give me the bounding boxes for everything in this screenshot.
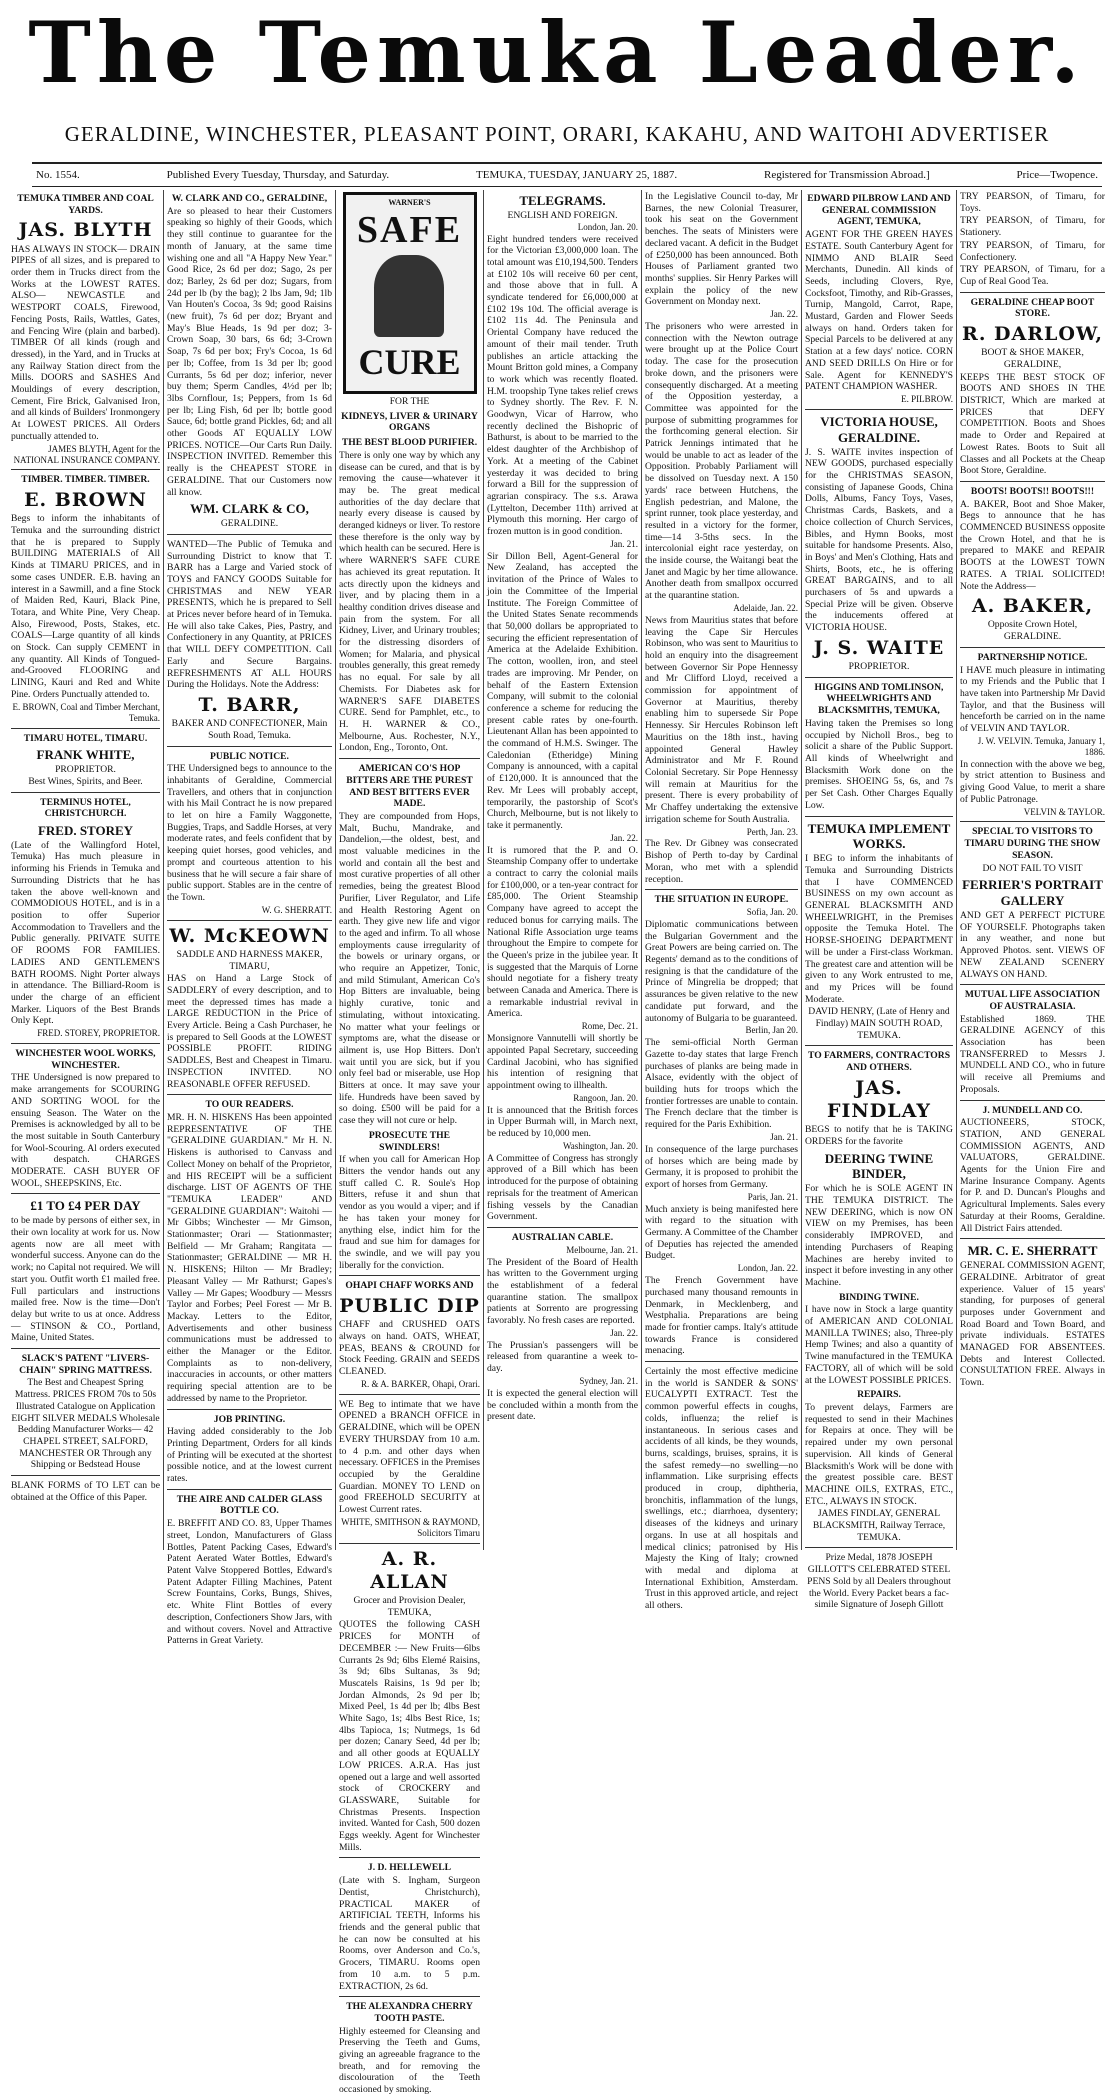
ad-signature: W. G. SHERRATT. (261, 904, 332, 915)
ad-body: TRY PEARSON, of Timaru, for Stationery. (960, 215, 1105, 239)
divider (11, 1193, 160, 1194)
news-dateline: Jan. 22. (610, 1327, 638, 1338)
masthead (0, 0, 1114, 118)
ad-body: Having taken the Premises so long occupied by Nicholl Bros., beg to solicit a share of the Public Support. All kinds of Wheelwright and Blacksmith Work done on the premises. SHOEING 5s, 6s, and 7s per Set Cash. Other Charges Equally Low. (805, 717, 953, 811)
price: Price—Twopence. (1016, 169, 1098, 181)
news-dateline: Sydney, Jan. 21. (579, 1375, 638, 1386)
divider (805, 816, 953, 817)
safe-cure-illustration (343, 192, 477, 394)
divider (960, 1100, 1105, 1101)
section-heading: THE SITUATION IN EUROPE. (654, 894, 789, 906)
news-body: In the Legislative Council to-day, Mr Barnes, the new Colonial Treasurer, took his seat on the Government benches. The seats of Ministers were declared vacant. A deficit in the Budget of £250,000 has been announced. Both Houses of Parliament granted two months' supplies. Sir Henry Parkes will explain the policy of the new Government on Monday next. (645, 191, 798, 308)
ad-signature: JAMES BLYTH, Agent for the NATIONAL INSURANCE COMPANY. (13, 443, 160, 465)
news-dateline: London, Jan. 20. (577, 221, 638, 232)
divider (960, 647, 1105, 648)
ad-heading: KIDNEYS, LIVER & URINARY ORGANS (341, 410, 478, 434)
ad-body: They are compounded from Hops, Malt, Buchu, Mandrake, and Dandelion,—the oldest, best, and most valuable medicines in the world and contain all the best and most curative properties of all other remedies, being the greatest Blood Purifier, Liver Regulator, and Life and Health Restoring Agent on earth. They give new life and vigor to the aged and infirm. To all whose employments cause irregularity of the bowels or urinary organs, or who require an Appetizer, Tonic, and mild Stimulant, American Co's Hop Bitters are invaluable, being highly curative, tonic and stimulating, without intoxicating. No matter what your feelings or symptoms are, what the disease or ailment is, use Hop Bitters. Don't wait until you are sick, but if you only feel bad or miserable, use Hop Bitters at once. It may save your life. Hundreds have been saved by so doing. £500 will be paid for a case they will not cure or help. (339, 810, 480, 1127)
news-body: Eight hundred tenders were received for the Victorian £3,000,000 loan. The total amount was £10,194,500. Tenders at £102 10s will receive 60 per cent, and those above that in full. A syndicate tendered for £6,000,000 at £102 19s 10d. The official average is £102 11s 4d. The Peninsula and Oriental Company have reduced the amount of their mail tender. Truth publishes an article attacking the Mount Britton gold mines, a Company to work which was recently floated. H.M. troopship Tyne takes relief crews to Sydney shortly. The Rev. F. N. Goodwyn, Vicar of Harrow, who recently declined the Bishopric of Bathurst, is about to be married to the eldest daughter of the Archbishop of York. At a meeting of the Cabinet yesterday it was decided to bring forward a Bill for the suppression of agrarian conspiracy. The s.s. Arawa (Lyttelton, December 11th) arrived at Plymouth this morning. Her cargo of frozen mutton is in good condition. (487, 233, 638, 538)
divider (339, 1857, 480, 1858)
ad-name: PUBLIC DIP (339, 1295, 480, 1318)
ad-body: (Late with S. Ingham, Surgeon Dentist, Christchurch), PRACTICAL MAKER of ARTIFICIAL TEETH, Informs his friends and the general public that he can now be consulted at his Rooms, over Anderson and Co.'s, Grocers, TIMARU. Rooms open from 10 a.m. to 5 p.m. EXTRACTION, 2s 6d. (339, 1875, 480, 1992)
ad-body: If when you call for American Hop Bitters the vendor hands out any stuff called C. R. Soule's Hop Bitters, refuse it and shun that vendor as you would a viper; and if he has taken your money for anything else, indict him for the fraud and sue him for damages for the swindle, and we will pay you liberally for the conviction. (339, 1154, 480, 1271)
ad-signature: FRED. STOREY, PROPRIETOR. (37, 1028, 160, 1039)
ad-body: AND GET A PERFECT PICTURE OF YOURSELF. Photographs taken in any weather, and none but Approved Photos. sent. VIEWS OF NEW ZEALAND SCENERY ALWAYS ON HAND. (960, 910, 1105, 980)
ad-subtitle: Opposite Crown Hotel, GERALDINE. (987, 619, 1078, 643)
ad-body: E. BREFFIT AND CO. 83, Upper Thames street, London, Manufacturers of Glass Bottles, Patent Packing Cases, Edward's Patent Aerated Water Bottles, Edward's Patent Valve Stoppered Bottles, Edward's Patent Adapter Filling Machines, Patent Screw Fountains, Corks, Bungs, Shives, etc. White Flint Bottles of every description, Confectioners Show Jars, with and without covers. Novel and Attractive Patterns in Great Variety. (167, 1518, 332, 1647)
divider (960, 984, 1105, 985)
divider (339, 758, 480, 759)
ad-body: to be made by persons of either sex, in their own locality at work for us. Now agents now are all meet with wonderful success. Anyone can do the work; no Capital not required. We will start you. Outfit worth £1 mailed free. Full particulars and instructions mailed free. Now is the time—Don't delay but write to us at once. Address— STINSON & CO., Portland, Maine, United States. (11, 1215, 160, 1344)
ad-body: Prize Medal, 1878 JOSEPH GILLOTT'S CELEBRATED STEEL PENS Sold by all Dealers throughout the World. Every Packet bears a fac-simile Signature of Joseph Gillott (807, 1552, 951, 1611)
news-body: It is rumored that the P. and O. Steamship Company offer to undertake a contract to carry the colonial mails for £100,000, or a ten-year contract for £85,000. The Orient Steamship Company have agreed to accept the reduced bonus for carrying mails. The National Rifle Association urge teams throughout the Empire to compete for the Queen's prize in the jubilee year. It is suggested that the Marquis of Lorne should negotiate for a fishery treaty between Canada and America. There is a remarkable industrial revival in America. (487, 844, 638, 1020)
ad-heading: OHAPI CHAFF WORKS AND (345, 1280, 474, 1292)
ad-body: GENERAL COMMISSION AGENT, GERALDINE. Arbitrator of great experience. Valuer of 15 years' standing, for purposes of general purposes under Government and Road Board and Town Board, and private individuals. ESTATES MANAGED FOR ABSENTEES. Debts and Interest Collected. CONSULTATION FREE. Always in Town. (960, 1260, 1105, 1389)
ad-body: Having added considerably to the Job Printing Department, Orders for all kinds of Printing will be executed at the shortest possible notice, and at the lowest current rates. (167, 1426, 332, 1485)
ad-body: WANTED—The Public of Temuka and Surrounding District to know that T. BARR has a Large and Varied stock of TOYS and FANCY GOODS Suitable for CHRISTMAS and NEW YEAR PRESENTS, which he is prepared to Sell at Prices never before heard of in Temuka. He will also take Cakes, Pies, Pastry, and Confectionery in any Quantity, at PRICES that WILL DEFY COMPETITION. Call Early and Secure Bargains. REFRESHMENTS AT ALL HOURS During the Holidays. Note the Address: (167, 538, 332, 691)
news-body: It is announced that the British forces in Upper Burmah will, in March next, be reduced by 10,000 men. (487, 1104, 638, 1140)
ad-body: AGENT FOR THE GREEN HAYES ESTATE. South Canterbury Agent for NIMMO AND BLAIR Seed Merchants, Dunedin. All kinds of Seeds, including Clovers, Rye, Cocksfoot, Timothy, and Rib-Grasses, Turnip, Mangold, Carrot, Rape, Mustard, Garden and Flower Seeds always on hand. Orders taken for Special Parcels to be delivered at any Station at a few days' notice. CORN AND SEED DRILLS On Hire or for Sale. Agent for KENNEDY'S PATENT CHAMPION WASHER. (805, 229, 953, 393)
ad-heading: MUTUAL LIFE ASSOCIATION OF AUSTRALASIA. (964, 989, 1101, 1012)
ad-heading: SPECIAL TO VISITORS TO TIMARU DURING THE SHOW SEASON. (964, 826, 1101, 861)
newspaper-subtitle: GERALDINE, WINCHESTER, PLEASANT POINT, ORARI, KAKAHU, AND WAITOHI ADVERTISER (64, 122, 1050, 146)
column-1 (8, 190, 163, 1550)
ad-body: THE Undersigned is now prepared to make arrangements for SCOURING AND SORTING WOOL for the ensuing Season. The Water on the Premises is acknowledged by all to be the most suitable in South Canterbury for Wool-Scouring. Al orders executed with despatch. CHARGES MODERATE. CASH BUYER OF WOOL, SHEEPSKINS, Etc. (11, 1072, 160, 1189)
ad-body: Highly esteemed for Cleansing and Preserving the Teeth and Gums, giving an agreeable fragrance to the breath, and for removing the discolouration of the Teeth occasioned by smoking. (339, 2025, 480, 2096)
divider (960, 481, 1105, 482)
ad-signature: VELVIN & TAYLOR. (1023, 806, 1105, 817)
ad-name: J. S. WAITE (813, 636, 945, 659)
news-dateline: Melbourne, Jan. 21. (566, 1244, 638, 1255)
ad-heading: GERALDINE CHEAP BOOT STORE. (970, 296, 1095, 320)
ad-name: FRANK WHITE, (36, 747, 135, 763)
ad-heading: THE AIRE AND CALDER GLASS BOTTLE CO. (176, 1493, 323, 1517)
ad-body: MR. H. N. HISKENS Has been appointed REPRESENTATIVE OF THE "GERALDINE GUARDIAN." Mr H. N. Hiskens is authorised to Canvass and Collect Money on behalf of the Proprietor, and HIS RECEIPT will be a sufficient discharge. LIST OF AGENTS OF THE "TEMUKA LEADER" AND "GERALDINE GUARDIAN": Waitohi — Mr Gibbs; Winchester — Mr Gimson, Stationmaster; Orari — Stationmaster; Belfield — Mr Graham; Rangitata — Stationmaster; GERALDINE — MR H. N. HISKENS; Hilton — Mr Bradley; Pleasant Valley — Mr Rathurst; Gapes's Valley — Mr Gapes; Woodbury — Messrs Taylor and Forbes; Peel Forest — Mr B. Mackay. Letters to the Editor, Advertisements and other business communications must be addressed to either the Manager or the Editor. Complaints as to non-delivery, inaccuracies in accounts, or other matters requiring special attention are to be addressed by name to the Proprietor. (167, 1111, 332, 1404)
news-body: Sir Dillon Bell, Agent-General for New Zealand, has accepted the invitation of the Prince of Wales to join the Committee of the Imperial Institute. The Foreign Committee of the United States Senate recommends that 50,000 dollars be appropriated to securing the efficient representation of America at the Adelaide Exhibition. The cotton, woollen, iron, and steel trades are improving. Mr Pender, on behalf of the Eastern Extension Company, will submit to the colonial conference a scheme for reducing the present cable rates by one-fourth. Lieutenant Allan has been appointed to the command of H.M.S. Swinger. The Caledonian (Etheridge) Mining Company is announced, with a capital of £120,000. It is announced that the Rev. Mr Lees will probably accept, temporarily, the pastorship of Scot's Church, Melbourne, but is not likely to take it permanently. (487, 550, 638, 831)
ad-subtitle: GERALDINE. (220, 518, 279, 530)
ad-body: Begs to inform the inhabitants of Temuka and the surrounding district that he is prepared to Supply BUILDING MATERIALS of All Kinds at TIMARU PRICES, and in some cases UNDER. E.B. having an interest in a Sawmill, and a fine Stock of Maiden Red, Kauri, Black Pine, Totara, and White Pine, Very Cheap. Also, Firewood, Posts, Stakes, etc. COALS—Large quantity of all kinds on Stock. Can supply CEMENT in any quantity. All Kinds of Tongued-and-Grooved FLOORING and LINING, Kauri and Red and White Pine. Orders Punctually attended to. (11, 513, 160, 700)
ad-heading: TEMUKA TIMBER AND COAL YARDS. (17, 193, 154, 216)
news-dateline: Jan. 21. (770, 1131, 798, 1142)
news-body: The President of the Board of Health has written to the Government urging the establishment of a federal quarantine station. The smallpox patients at Sorrento are progressing favorably. No fresh cases are reported. (487, 1256, 638, 1327)
divider (339, 1275, 480, 1276)
ad-body: To prevent delays, Farmers are requested to send in their Machines for Repairs at once. They will be repaired under my own personal supervision. All kinds of General Blacksmith's Work will be done with the greatest possible care. BEST MACHINE OILS, EXTRAS, ETC., ETC., ALWAYS IN STOCK. (805, 1402, 953, 1507)
ad-heading: £1 TO £4 PER DAY (30, 1198, 141, 1214)
news-dateline: Adelaide, Jan. 22. (733, 602, 798, 613)
ad-signature: E. BROWN, Coal and Timber Merchant, Temuka. (12, 701, 160, 723)
section-subheading: ENGLISH AND FOREIGN. (507, 209, 618, 221)
ad-name: MR. C. E. SHERRATT (967, 1243, 1098, 1259)
news-body: News from Mauritius states that before leaving the Cape Sir Hercules Robinson, who was sent to Mauritius to hold an enquiry into the disagreement between Governor Sir Pope Hennessy and Mr Clifford Lloyd, received a commission for appointment of Governor at Mauritius, thereby enabling him to supersede Sir Pope Hennessy. Sir Hercules Robinson left Mauritius on the 18th inst., having appointed General Hawley Administrator and Mr F. Round Colonial Secretary. Sir Pope Hennessy will remain at Mauritius for the present. There is every probability of Mr Chaffey undertaking the extensive irrigation scheme for South Australia. (645, 614, 798, 825)
ad-subtitle: PROPRIETOR. (55, 764, 116, 776)
ad-subtitle: PROPRIETOR. (848, 661, 910, 673)
ad-body: CHAFF and CRUSHED OATS always on hand. OATS, WHEAT, PEAS, BEANS & CROUND for Stock Feeding. GRAIN and SEEDS CLEANED. (339, 1319, 480, 1378)
ad-signature: R. & A. BARKER, Ohapi, Orari. (361, 1378, 480, 1389)
ad-heading: PUBLIC NOTICE. (210, 750, 289, 762)
ad-body: QUOTES the following CASH PRICES for MONTH of DECEMBER :— New Fruits—6lbs Currants 2s 9d; 6lbs Elemé Raisins, 3s 9d; 6lbs Sultanas, 3s 9d; Muscatels Raisins, 1s 9d per lb; Jordan Almonds, 2s 9d per lb; Mixed Peel, 1s 4d per lb; 4lbs Best White Sago, 1s; 4lbs Best Rice, 1s; 4lbs Tapioca, 1s; Nutmegs, 1s 6d per dozen; Canary Seed, 4d per lb; and all other goods at EQUALLY LOW PRICES. A.R.A. Has just opened out a large and well assorted stock of CROCKERY and GLASSWARE, Suitable for Christmas Presents. Inspection invited. Wanted for Cash, 500 dozen Eggs weekly. Agent for Winchester Mills. (339, 1619, 480, 1853)
section-heading: AUSTRALIAN CABLE. (511, 1231, 614, 1243)
news-body: The Prussian's passengers will be released from quarantine a week to-day. (487, 1339, 638, 1375)
divider (167, 920, 332, 921)
divider (167, 1489, 332, 1490)
news-dateline: Paris, Jan. 21. (747, 1191, 798, 1202)
ad-heading: AMERICAN CO'S HOP BITTERS ARE THE PUREST AND BEST BITTERS EVER MADE. (346, 763, 473, 810)
news-dateline: Jan. 22. (610, 832, 638, 843)
ad-body: BEGS to notify that he is TAKING ORDERS for the favorite (805, 1124, 953, 1147)
ad-body: A. BAKER, Boot and Shoe Maker, Begs to announce that he has COMMENCED BUSINESS opposite the Crown Hotel, and that he is prepared to MAKE and REPAIR BOOTS at the LOWEST TOWN RATES. A TRIAL SOLICITED! Note the Address— (960, 498, 1105, 592)
ad-heading: REPAIRS. (857, 1389, 901, 1401)
ad-subtitle: BOOT & SHOE MAKER, GERALDINE, (981, 347, 1084, 370)
ad-subtitle: FOR THE (389, 396, 430, 407)
ad-body: I have now in Stock a large quantity of AMERICAN AND COLONIAL MANILLA TWINES; also, Three-ply Hemp Twines; and also a quantity of Twine manufactured in the TEMUKA FACTORY, all of which will be sold at the LOWEST POSSIBLE PRICES. (805, 1304, 953, 1386)
divider (339, 1996, 480, 1997)
ad-heading: TO FARMERS, CONTRACTORS AND OTHERS. (807, 1050, 951, 1074)
ad-heading: THE ALEXANDRA CHERRY TOOTH PASTE. (346, 2001, 473, 2024)
ad-name: JAS. BLYTH (18, 219, 153, 242)
ad-subtitle: Grocer and Provision Dealer, TEMUKA, (353, 1595, 466, 1618)
ad-heading: PARTNERSHIP NOTICE. (977, 651, 1088, 663)
publication-schedule: Published Every Tuesday, Thursday, and Saturday. (166, 169, 390, 181)
divider (11, 728, 160, 729)
ad-name: A. R. ALLAN (370, 1547, 449, 1593)
ad-body: I BEG to inform the inhabitants of Temuka and Surrounding Districts that I have COMMENCED BUSINESS on my own account as GENERAL BLACKSMITH AND WHEELWRIGHT, in the Premises opposite the Temuka Hotel. The HORSE-SHOEING DEPARTMENT will be under a First-class Workman. The greatest care and attention will be given to any Work entrusted to me, and my Prices will be found Moderate. (805, 853, 953, 1005)
ad-signature: E. PILBROW. (901, 393, 953, 404)
news-body: The prisoners who were arrested in connection with the Newton outrage were brought up at the Police Court today. The case for the prosecution broke down, and the prisoners were consequently discharged. At a meeting of the Opposition yesterday, a Committee was appointed for the purpose of submitting programmes for the forthcoming general election. Sir Patrick Jennings intimated that he would be unable to act as leader of the Opposition. Probably Parliament will be dissolved on Tuesday next. A 150 yards' race between Hutchens, the English pedestrian, and Malone, the sprint runner, took place yesterday, and resulted in a victory for the former, time—14 3-5ths secs. In the intercolonial eight race yesterday, on the inside course, the Waitangi beat the Janet and Magic by her time allowance. Another death from smallpox occurred at the quarantine station. (645, 321, 798, 602)
divider (11, 1475, 160, 1476)
ad-body: THE Undersigned begs to announce to the inhabitants of Geraldine, Commercial Travellers, and others that in conjunction with his Mail Contract he is now prepared to let on hire a Family Waggonette, Buggies, Traps, and Saddle Horses, at very moderate rates, and feels confident that by keeping quiet horses, good vehicles, and prompt and courteous attention to his business that he will secure a fair share of public support. Stables are in the centre of the Town. (167, 763, 332, 903)
ad-body: HAS on Hand a Large Stock of SADDLERY of every description, and to meet the depressed times has made a LARGE REDUCTION in the Price of Every Article. Being a Cash Purchaser, he is prepared to Sell Goods at the LOWEST POSSIBLE PROFIT. RIDING SADDLES, Best and Cheapest in Timaru. INSPECTION INVITED. NO REASONABLE OFFER REFUSED. (167, 973, 332, 1090)
ad-name: J. MUNDELL AND CO. (982, 1104, 1083, 1116)
ad-heading: JOB PRINTING. (213, 1413, 286, 1425)
ad-name: FERRIER'S PORTRAIT GALLERY (962, 877, 1103, 909)
section-heading: TELEGRAMS. (519, 193, 606, 208)
ad-heading: HIGGINS AND TOMLINSON, WHEELWRIGHTS AND BLACKSMITHS, TEMUKA, (814, 681, 944, 717)
ad-name: FRED. STOREY (37, 822, 134, 838)
ad-name: WM. CLARK & CO, (190, 501, 309, 517)
news-dateline: London, Jan. 22. (737, 1263, 798, 1274)
ad-heading: BOOTS! BOOTS!! BOOTS!!! (970, 485, 1095, 497)
news-body: Much anxiety is being manifested here with regard to the situation with Germany. A Committee of the Chamber of Deputies has rejected the amended Budget. (645, 1203, 798, 1262)
divider (960, 821, 1105, 822)
ad-body: TRY PEARSON, of Timaru, for Toys. (960, 191, 1105, 214)
ad-body: The Best and Cheapest Spring Mattress. PRICES FROM 70s to 50s Illustrated Catalogue on Application EIGHT SILVER MEDALS Wholesale Bedding Manufacturer Works— 42 CHAPEL STREET, SALFORD, MANCHESTER OR Through any Shipping or Bedstead House (11, 1377, 160, 1471)
news-body: The French Government have purchased many thousand remounts in Denmark, in Mecklenberg, and Westphalia. Preparations are being made for frontier camps. Italy's attitude towards France is considered menacing. (645, 1275, 798, 1357)
ad-signature: DAVID HENRY, (Late of Henry and Findlay) MAIN SOUTH ROAD, TEMUKA. (808, 1006, 950, 1041)
ad-heading: TO OUR READERS. (205, 1099, 294, 1111)
news-dateline: Jan. 21. (610, 538, 638, 549)
ad-body: Certainly the most effective medicine in the world is SANDER & SONS' EUCALYPTI EXTRACT. Test the common powerful effects in coughs, colds, influenza; the relief is instantaneous. In serious cases and accidents of all kinds, be they wounds, burns, scaldings, bruises, sprains, it is the safest remedy—no swelling—no inflammation. Like surprising effects produced in croup, diphtheria, bronchitis, inflammation of the lungs, swellings, etc.; diarrhoea, dysentery; diseases of the kidneys and urinary organs. In use at all hospitals and medical clinics; patronised by His Majesty the King of Italy; crowned with medal and diploma at International Exhibition, Amsterdam. Trust in this approved article, and reject all others. (645, 1366, 798, 1612)
newspaper-columns (8, 190, 1108, 2096)
news-dateline: Rangoon, Jan. 20. (573, 1092, 638, 1103)
ad-body: There is only one way by which any disease can be cured, and that is by removing the cause—whatever it may be. The great medical authorities of the day declare that nearly every disease is caused by deranged kidneys or liver. To restore these therefore is the only way by which health can be secured. Here is where WARNER'S SAFE CURE has achieved its great reputation. It acts directly upon the kidneys and liver, and by placing them in a healthy condition drives disease and pain from the system. For all Kidney, Liver, and Urinary troubles; for the distressing disorders of Women; for Malaria, and physical troubles generally, this great remedy has no equal. For sale by all Chemists. For Diabetes ask for WARNER'S SAFE DIABETES CURE. Send for Pamphlet, etc., to H. H. WARNER & CO., Melbourne, Aus. Rochester, N.Y., London, Eng., Toronto, Ont. (339, 449, 480, 754)
ad-name: T. BARR, (198, 693, 301, 716)
ad-heading: W. CLARK AND CO., GERALDINE, (171, 193, 328, 204)
ad-body: Are so pleased to hear their Customers speaking so highly of their Goods, which they still continue to guarantee for the month of January, at the same time wishing one and all "A Happy New Year." Good Rice, 2s 6d per doz; Sago, 2s per doz; Barley, 2s 6d per doz; Sugars, from 24d per lb (by the bag); 2 lbs Jam, 9d; 1lb Van Houten's Cocoa, 3s 9d; good Raisins (new fruit), 7s 6d per doz; Bryant and May's Blue Heads, 1s 9d per doz; 3-Crown Soap, 30 bars, 6s 6d; 3-Crown Soap, 7s 6d per box; Fry's Cocoa, 1s 6d per lb; Coffee, from 1s 3d per lb; good Currants, 5s 6d per doz; inferior, never buy them; Sperm Candles, 4½d per lb; 3lbs Cornflour, 1s; Peppers, from 1s 6d per lb; Ling Fish, 6d per lb; bottle good Sauce, 6d; bottle grand Pickles, 6d; and all other Goods AT EQUALLY LOW PRICES. NOTICE—Our Carts Run Daily. INSPECTION INVITED. Remember this really is the CHEAPEST STORE in GERALDINE. That our Customers now all know. (167, 205, 332, 498)
news-dateline: Jan. 22. (770, 309, 798, 320)
divider (645, 889, 798, 890)
ad-heading: TERMINUS HOTEL, CHRISTCHURCH. (40, 796, 131, 820)
ad-heading: BINDING TWINE. (839, 1291, 919, 1303)
safe-cure-brand: WARNER'S (388, 198, 431, 207)
issue-info-bar (32, 162, 1102, 187)
divider (960, 292, 1105, 293)
news-dateline: Berlin, Jan 20. (745, 1025, 798, 1036)
column-5 (641, 190, 801, 1612)
ad-name: JAS. FINDLAY (827, 1076, 931, 1123)
divider (487, 1227, 638, 1228)
news-body: A Committee of Congress has strongly approved of a Bill which has been introduced for the purpose of obtaining reprisals for the treatment of American fishing vessels by the Canadian Government. (487, 1152, 638, 1223)
ad-name: DEERING TWINE BINDER, (824, 1150, 934, 1182)
divider (167, 746, 332, 747)
divider (11, 1348, 160, 1349)
ad-heading: EDWARD PILBROW LAND AND GENERAL COMMISSION AGENT, TEMUKA, (807, 193, 951, 228)
ad-name: R. DARLOW, (962, 323, 1103, 346)
divider (11, 1043, 160, 1044)
ad-body: DO NOT FAIL TO VISIT (982, 862, 1083, 874)
ad-heading: VICTORIA HOUSE, GERALDINE. (820, 413, 938, 445)
ad-body: Best Wines, Spirits, and Beer. (28, 775, 143, 787)
ad-signature: JAMES FINDLAY, GENERAL BLACKSMITH, Railway Terrace, TEMUKA. (812, 1508, 946, 1543)
ad-name: A. BAKER, (971, 595, 1094, 618)
ad-heading: PROSECUTE THE SWINDLERS! (368, 1129, 451, 1153)
figure-illustration (374, 255, 444, 337)
news-body: Diplomatic communications between the Bulgarian Government and the Great Powers are being carried on. The Regents' demand as to the conditions of resigning is that the candidature of the Prince of Mingrelia be dropped; that assurances be given relative to the new candidate put forward, and the autonomy of Bulgaria to be guaranteed. (645, 918, 798, 1024)
news-dateline: Rome, Dec. 21. (581, 1021, 638, 1032)
divider (11, 469, 160, 470)
ad-heading: THE BEST BLOOD PURIFIER. (341, 437, 478, 449)
ad-subtitle: SADDLE AND HARNESS MAKER, TIMARU, (176, 948, 323, 972)
safe-cure-word-cure: CURE (358, 342, 461, 383)
ad-name: W. McKEOWN (169, 924, 330, 947)
ad-body: In connection with the above we beg, by strict attention to Business and giving Good Value, to merit a share of Public Patronage. (960, 758, 1105, 805)
news-body: Monsignore Vannutelli will shortly be appointed Papal Secretary, succeeding Cardinal Jacobini, who has signified his intention of resigning that appointment owing to illhealth. (487, 1033, 638, 1091)
divider (167, 534, 332, 535)
ad-heading: WINCHESTER WOOL WORKS, WINCHESTER. (15, 1047, 156, 1071)
ad-signature: J. W. VELVIN. Temuka, January 1, 1886. (977, 735, 1105, 757)
news-dateline: Washington, Jan. 20. (562, 1140, 638, 1151)
issue-number: No. 1554. (36, 169, 80, 181)
ad-heading: SLACK'S PATENT "LIVERS-CHAIN" SPRING MATTRESS. (19, 1353, 152, 1376)
divider (805, 1045, 953, 1046)
newspaper-title: The Temuka Leader. (28, 3, 1086, 102)
divider (11, 792, 160, 793)
divider (339, 1394, 480, 1395)
news-dateline: Sofia, Jan. 20. (746, 906, 798, 917)
column-6 (801, 190, 956, 1611)
safe-cure-word-safe: SAFE (356, 209, 463, 251)
ad-name: E. BROWN (24, 489, 147, 512)
divider (339, 1543, 480, 1544)
dateline: TEMUKA, TUESDAY, JANUARY 25, 1887. (476, 169, 678, 181)
divider (167, 1094, 332, 1095)
divider (805, 1547, 953, 1548)
news-dateline: Perth, Jan. 23. (746, 826, 798, 837)
ad-subtitle: BAKER AND CONFECTIONER, Main South Road, Temuka. (171, 718, 328, 741)
ad-body: AUCTIONEERS, STOCK, STATION, AND GENERAL COMMISSION AGENTS, AND VALUATORS, GERALDINE. Agents for the Union Fire and Marine Insurance Company. Agents for P. and D. Duncan's Ploughs and Agricultural Implements. Sales every Saturday at their Rooms, Geraldine. All District Fairs attended. (960, 1117, 1105, 1234)
ad-body: Established 1869. THE GERALDINE AGENCY of this Association has been TRANSFERRED to Messrs J. MUNDELL AND CO., who in future will receive all Premiums and Proposals. (960, 1013, 1105, 1095)
ad-heading: TIMARU HOTEL, TIMARU. (23, 732, 148, 744)
divider (167, 1409, 332, 1410)
column-7 (956, 190, 1108, 1550)
column-2 (163, 190, 335, 1647)
ad-body: TRY PEARSON, of Timaru, for a Cup of Real Good Tea. (960, 264, 1105, 287)
ad-signature: WHITE, SMITHSON & RAYMOND, Solicitors Timaru (341, 1516, 480, 1538)
news-body: The semi-official North German Gazette to-day states that large French purchases of planks are being made in Alsace, evidently with the object of building huts for troops which the frontier fortresses are unable to contain. The French declare that the timber is required for the Paris Exhibition. (645, 1037, 798, 1131)
news-body: In consequence of the large purchases of horses which are being made by Germany, it is proposed to prohibit the export of horses from Germany. (645, 1143, 798, 1190)
ad-heading: TEMUKA IMPLEMENT WORKS. (807, 820, 951, 852)
column-4 (483, 190, 641, 1550)
registration-note: Registered for Transmission Abroad.] (764, 169, 930, 181)
divider (960, 1238, 1105, 1239)
news-body: It is expected the general election will be concluded within a month from the present date. (487, 1387, 638, 1423)
divider (805, 409, 953, 410)
ad-body: WE Beg to intimate that we have OPENED a BRANCH OFFICE in GERALDINE, which will be OPEN EVERY THURSDAY from 10 a.m. to 4 p.m. and other days when necessary. OFFICES in the Premises occupied by the Geraldine Guardian. MONEY TO LEND on good FREEHOLD SECURITY at Lowest Current rates. (339, 1398, 480, 1516)
divider (645, 1361, 798, 1362)
ad-body: J. S. WAITE invites inspection of NEW GOODS, purchased especially for the CHRISTMAS SEASON, consisting of Japanese Goods, China Dolls, Albums, Fancy Toys, Vases, Christmas Cards, Baskets, and a choice collection of Church Services, Bibles, and Hymn Books, most suitable for handsome Presents. Also, in Boys' and Men's Clothing, Hats and Shirts, Boots, etc., he is offering GREAT BARGAINS, and to all purchasers of 5s and upwards a Special Prize will be given. Observe the inducements offered at VICTORIA HOUSE. (805, 446, 953, 634)
column-3 (335, 190, 483, 2096)
ad-body: HAS ALWAYS IN STOCK— DRAIN PIPES of all sizes, and is prepared to order them in Trucks direct from the Works at the LOWEST RATES. ALSO— NEWCASTLE and WESTPORT COALS, Firewood, Fencing Posts, Rails, Wattles, Gates, and Fencing Wire (plain and barbed). TIMBER Of all kinds (rough and dressed), in the Yard, and in Trucks at any Railway Station direct from the Mills. DOORS and SASHES And Mouldings of every description, Cement, Fire Brick, Galvanised Iron, and all kinds of Builders' Ironmongery At LOWEST PRICES. All Orders punctually attended to. (11, 243, 160, 442)
ad-body: TRY PEARSON, of Timaru, for Confectionery. (960, 239, 1105, 263)
divider (805, 677, 953, 678)
ad-body: I HAVE much pleasure in intimating to my Friends and the Public that I have taken into Partnership Mr David Taylor, and that the Business will henceforth be carried on in the name of VELVIN AND TAYLOR. (960, 664, 1105, 735)
news-body: The Rev. Dr Gibney was consecrated Bishop of Perth to-day by Cardinal Moran, who met with a splendid reception. (645, 838, 798, 885)
ad-name: J. D. HELLEWELL (367, 1862, 452, 1874)
ad-body: For which he is SOLE AGENT IN THE TEMUKA DISTRICT. The NEW DEERING, which is now ON VIEW on my Premises, has been considerably IMPROVED, and intending Purchasers of Reaping Machines are hereby invited to inspect it before investing in any other Machine. (805, 1183, 953, 1288)
ad-heading: TIMBER. TIMBER. TIMBER. (21, 474, 150, 486)
ad-body: KEEPS THE BEST STOCK OF BOOTS AND SHOES IN THE DISTRICT, Which are marked at PRICES that DEFY COMPETITION. Boots and Shoes made to Order and Repaired at Lowest Rates. Boots to Suit all Classes and all Pockets at the Cheap Boot Store, Geraldine. (960, 371, 1105, 477)
ad-body: BLANK FORMS of TO LET can be obtained at the Office of this Paper. (11, 1480, 160, 1503)
ad-body: (Late of the Wallingford Hotel, Temuka) Has much pleasure in informing his Friends in Temuka and Surrounding Districts that he has taken the above well-known and COMMODIOUS HOTEL, and is in a position to offer Superior Accommodation to Travellers and the Public generally. PRIVATE SUITE OF ROOMS FOR FAMILIES. LADIES AND GENTLEMEN'S BATH ROOMS. Night Porter always in attendance. The Billiard-Room is under the charge of an efficient Marker. Liquors of the Best Brands Only Kept. (11, 839, 160, 1027)
